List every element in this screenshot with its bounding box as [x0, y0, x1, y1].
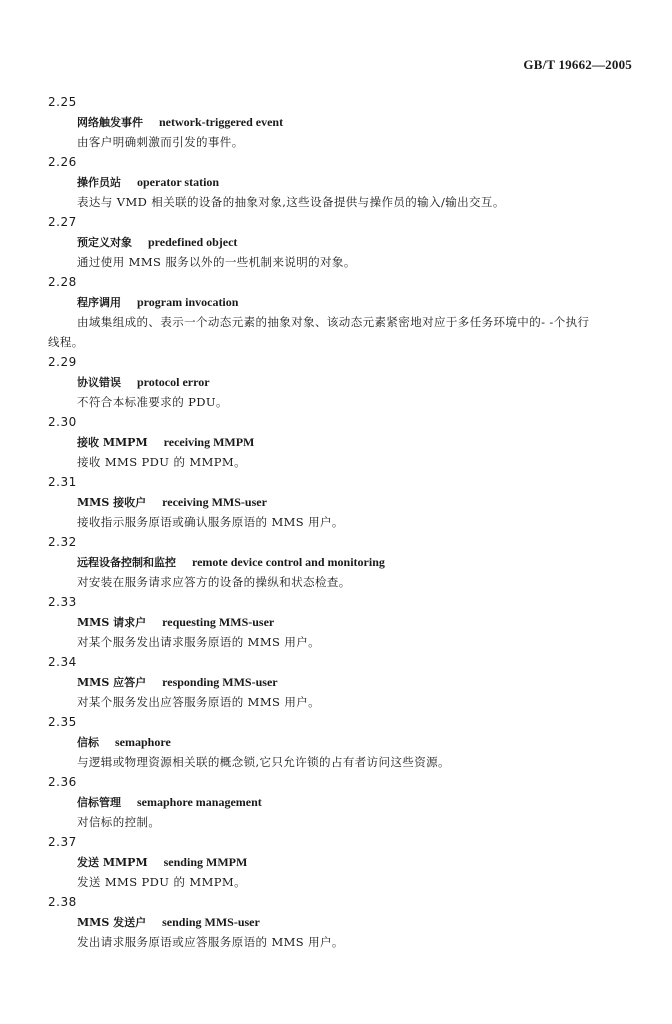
term-entry: [48, 92, 638, 152]
term-chinese: MMS 应答户: [77, 676, 147, 689]
term-heading: [48, 732, 638, 752]
clause-number: 2.25: [48, 95, 77, 109]
term-english: receiving MMPM: [163, 435, 255, 449]
term-entry: [48, 152, 638, 212]
term-english: program invocation: [137, 295, 239, 309]
term-definition: 对信标的控制。: [77, 815, 161, 829]
term-english: network-triggered event: [159, 115, 284, 129]
term-chinese: 信标: [77, 736, 99, 749]
term-chinese: MMS 发送户: [77, 916, 147, 929]
term-chinese: 网络触发事件: [77, 116, 143, 129]
term-chinese: 预定义对象: [77, 236, 132, 249]
term-chinese: 信标管理: [77, 796, 121, 809]
term-definition: 与逻辑或物理资源相关联的概念锁,它只允许锁的占有者访问这些资源。: [77, 755, 450, 769]
term-heading: [48, 792, 638, 812]
term-definition: 对某个服务发出应答服务原语的 MMS 用户。: [77, 695, 321, 709]
term-definition: 发出请求服务原语或应答服务原语的 MMS 用户。: [77, 935, 344, 949]
clause-number: 2.29: [48, 355, 77, 369]
term-heading: [48, 372, 638, 392]
term-chinese: MMS 请求户: [77, 616, 147, 629]
term-entry: [48, 532, 638, 592]
term-definition: 由客户明确刺激而引发的事件。: [77, 135, 244, 149]
term-definition: [48, 312, 638, 352]
term-heading: [48, 492, 638, 512]
term-heading: [48, 672, 638, 692]
term-english: remote device control and monitoring: [192, 555, 385, 569]
clause-number: 2.34: [48, 655, 77, 669]
term-chinese: MMS 接收户: [77, 496, 147, 509]
term-entry: [48, 472, 638, 532]
term-english: requesting MMS-user: [162, 615, 275, 629]
term-entry: [48, 652, 638, 712]
clause-number: 2.30: [48, 415, 77, 429]
term-entry: [48, 272, 638, 352]
term-heading: [48, 172, 638, 192]
term-heading: [48, 432, 638, 452]
term-english: operator station: [137, 175, 220, 189]
term-heading: [48, 912, 638, 932]
clause-number: 2.35: [48, 715, 77, 729]
term-definition: 接收指示服务原语或确认服务原语的 MMS 用户。: [77, 515, 344, 529]
clause-number: 2.36: [48, 775, 77, 789]
clause-number: 2.27: [48, 215, 77, 229]
term-definition: 表达与 VMD 相关联的设备的抽象对象,这些设备提供与操作员的输入/输出交互。: [77, 195, 505, 209]
term-chinese: 程序调用: [77, 296, 121, 309]
term-english: semaphore management: [137, 795, 262, 809]
term-entry: [48, 832, 638, 892]
term-english: protocol error: [137, 375, 210, 389]
definition-line: 由域集组成的、表示一个动态元素的抽象对象、该动态元素紧密地对应于多任务环境中的- -个执行: [77, 315, 590, 329]
term-heading: [48, 232, 638, 252]
standard-number: GB/T 19662—2005: [523, 57, 632, 72]
term-entry: [48, 772, 638, 832]
term-definition: 对某个服务发出请求服务原语的 MMS 用户。: [77, 635, 321, 649]
term-entry: [48, 892, 638, 952]
term-entry: [48, 712, 638, 772]
term-heading: [48, 852, 638, 872]
term-heading: [48, 612, 638, 632]
definition-continuation: 线程。: [48, 335, 84, 349]
term-english: receiving MMS-user: [162, 495, 267, 509]
term-definition: 通过使用 MMS 服务以外的一些机制来说明的对象。: [77, 255, 356, 269]
term-heading: [48, 292, 638, 312]
term-entry: [48, 592, 638, 652]
term-english: sending MMPM: [163, 855, 248, 869]
clause-number: 2.31: [48, 475, 77, 489]
term-chinese: 协议错误: [77, 376, 121, 389]
clause-number: 2.26: [48, 155, 77, 169]
clause-number: 2.37: [48, 835, 77, 849]
term-entry: [48, 212, 638, 272]
term-list: [48, 92, 638, 952]
clause-number: 2.32: [48, 535, 77, 549]
term-definition: 不符合本标准要求的 PDU。: [77, 395, 228, 409]
term-english: predefined object: [148, 235, 238, 249]
clause-number: 2.38: [48, 895, 77, 909]
term-english: semaphore: [115, 735, 171, 749]
term-english: responding MMS-user: [162, 675, 278, 689]
clause-number: 2.28: [48, 275, 77, 289]
term-definition: 接收 MMS PDU 的 MMPM。: [77, 455, 246, 469]
term-heading: [48, 552, 638, 572]
term-definition: 发送 MMS PDU 的 MMPM。: [77, 875, 246, 889]
term-entry: [48, 412, 638, 472]
term-english: sending MMS-user: [162, 915, 260, 929]
term-chinese: 发送 MMPM: [77, 856, 148, 869]
term-chinese: 操作员站: [77, 176, 121, 189]
term-definition: 对安装在服务请求应答方的设备的操纵和状态检查。: [77, 575, 351, 589]
term-chinese: 接收 MMPM: [77, 436, 148, 449]
clause-number: 2.33: [48, 595, 77, 609]
term-heading: [48, 112, 638, 132]
term-chinese: 远程设备控制和监控: [77, 556, 176, 569]
term-entry: [48, 352, 638, 412]
